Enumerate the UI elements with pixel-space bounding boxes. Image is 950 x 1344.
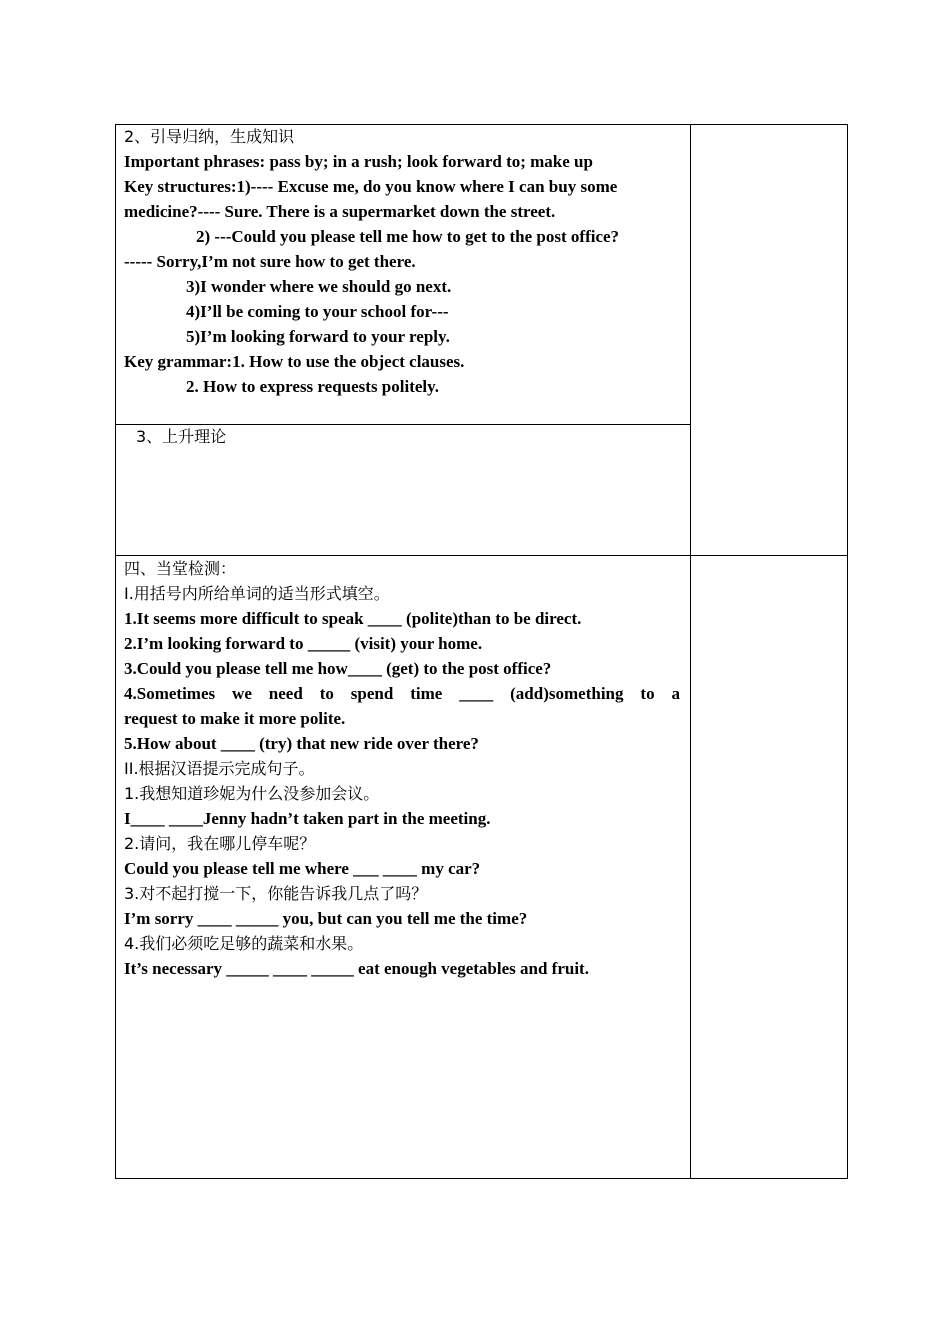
important-phrases: Important phrases: pass by; in a rush; look forward to; make up [124,152,593,171]
sentence-1-chinese: 1.我想知道珍妮为什么没参加会议。 [124,784,380,803]
key-structure-2-line-2: ----- Sorry,I’m not sure how to get there. [124,252,416,271]
sentence-4-english: It’s necessary _____ ____ _____ eat enough vegetables and fruit. [124,959,589,978]
key-grammar-2: 2. How to express requests politely. [186,377,439,396]
section-4-heading: 四、当堂检测： [124,559,237,578]
exercise-question-4-line-1: 4.Sometimes we need to spend time ____ (add)something to a [124,684,680,703]
part-2-title: II.根据汉语提示完成句子。 [124,759,315,778]
section-3-heading: 3、上升理论 [136,427,227,446]
sentence-4-chinese: 4.我们必须吃足够的蔬菜和水果。 [124,934,364,953]
key-structure-1-line-2: medicine?---- Sure. There is a supermarket down the street. [124,202,556,221]
section-2-content [124,124,680,399]
key-structure-5: 5)I’m looking forward to your reply. [186,327,450,346]
table-cell-side-bottom [690,555,848,1179]
sentence-2-english: Could you please tell me where ___ ____ my car? [124,859,481,878]
sentence-2-chinese: 2.请问，我在哪儿停车呢？ [124,834,316,853]
part-1-title: I.用括号内所给单词的适当形式填空。 [124,584,390,603]
key-structure-1-line-1: Key structures:1)---- Excuse me, do you know where I can buy some [124,177,618,196]
section-3-content [124,424,680,449]
exercise-question-3: 3.Could you please tell me how____ (get) to the post office? [124,659,552,678]
exercise-question-1: 1.It seems more difficult to speak ____ (polite)than to be direct. [124,609,582,628]
key-structure-3: 3)I wonder where we should go next. [186,277,452,296]
sentence-3-chinese: 3.对不起打搅一下，你能告诉我几点了吗？ [124,884,428,903]
exercise-question-4-line-2: request to make it more polite. [124,709,346,728]
key-grammar-1: Key grammar:1. How to use the object clauses. [124,352,465,371]
key-structure-2-line-1: 2) ---Could you please tell me how to get to the post office? [196,227,620,246]
section-2-heading: 2、引导归纳，生成知识 [124,127,295,146]
sentence-1-english: I____ ____Jenny hadn’t taken part in the meeting. [124,809,491,828]
section-4-content [124,556,680,981]
table-cell-side-top [690,124,848,556]
key-structure-4: 4)I’ll be coming to your school for--- [186,302,449,321]
exercise-question-5: 5.How about ____ (try) that new ride over there? [124,734,479,753]
sentence-3-english: I’m sorry ____ _____ you, but can you tell me the time? [124,909,528,928]
exercise-question-2: 2.I’m looking forward to _____ (visit) your home. [124,634,483,653]
